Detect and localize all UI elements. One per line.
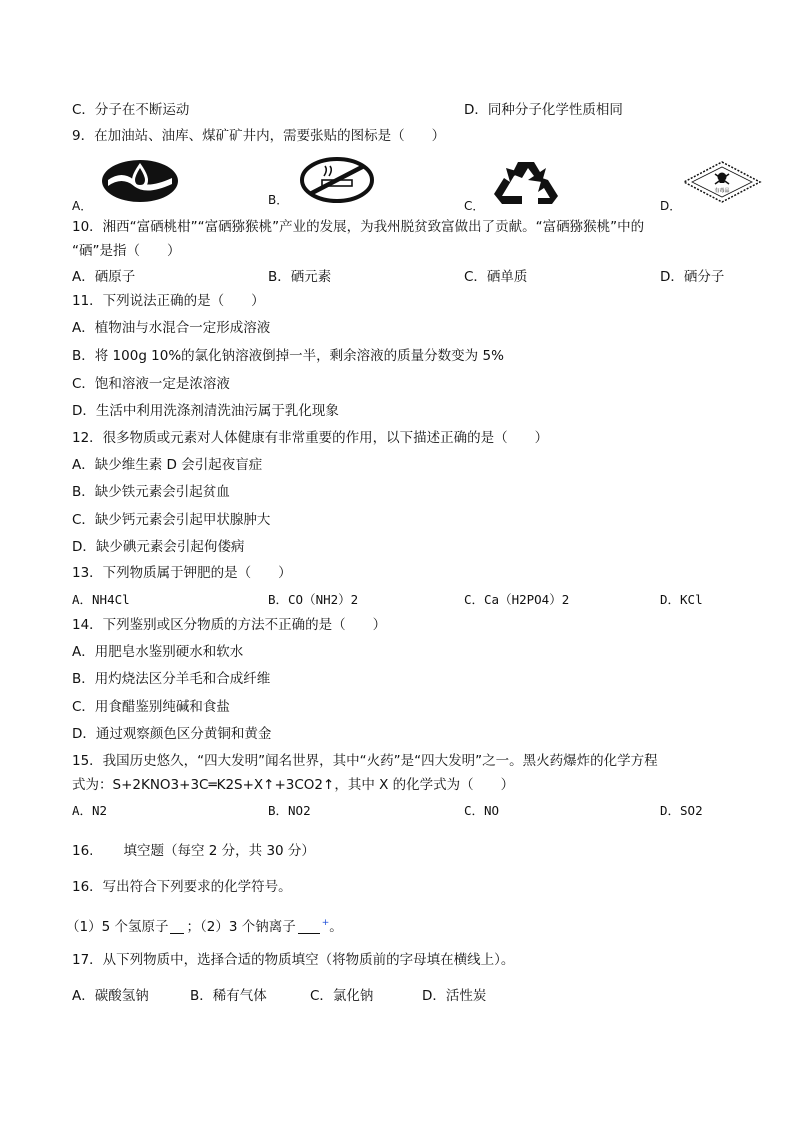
toxic-substance-icon — [682, 160, 762, 204]
q12-option-c: C．缺少钙元素会引起甲状腺肿大 — [72, 512, 271, 528]
q12-option-d: D．缺少碘元素会引起佝偻病 — [72, 539, 245, 555]
q14-option-c: C．用食醋鉴别纯碱和食盐 — [72, 699, 230, 715]
q14-option-d: D．通过观察颜色区分黄铜和黄金 — [72, 726, 272, 742]
q9-label-c: C． — [464, 199, 485, 213]
q13-option-a: A．NH4Cl — [72, 592, 130, 607]
q11-option-b: B．将 100g 10%的氯化钠溶液倒掉一半，剩余溶液的质量分数变为 5% — [72, 348, 504, 364]
q10-option-d: D．硒分子 — [660, 269, 725, 285]
q9-stem: 9．在加油站、油库、煤矿矿井内，需要张贴的图标是（ ） — [72, 128, 446, 144]
section-title: 填空题（每空 2 分，共 30 分） — [123, 843, 315, 859]
q14-option-b: B．用灼烧法区分羊毛和合成纤维 — [72, 671, 271, 687]
q9-label-b: B． — [268, 193, 289, 207]
q9-label-d: D． — [660, 199, 682, 213]
toxic-sign-text: 有毒品 — [714, 188, 730, 194]
q16-part-2: ；（2）3 个钠离子 — [186, 919, 296, 935]
q10-option-b: B．硒元素 — [268, 269, 332, 285]
q10-option-c: C．硒单质 — [464, 269, 528, 285]
q16-blank-2[interactable] — [298, 919, 320, 934]
q16-end: 。 — [329, 919, 343, 935]
q17-option-d: D．活性炭 — [422, 988, 487, 1004]
q16-blank-1[interactable] — [170, 919, 184, 934]
q13-stem: 13．下列物质属于钾肥的是（ ） — [72, 565, 292, 581]
q16-part-1: （1）5 个氢原子 — [66, 919, 169, 935]
q15-option-a: A．N2 — [72, 803, 108, 818]
q15-option-d: D．SO2 — [660, 803, 703, 818]
water-saving-icon — [100, 158, 180, 204]
q14-option-a: A．用肥皂水鉴别硬水和软水 — [72, 644, 244, 660]
q15-option-b: B．NO2 — [268, 803, 311, 818]
q11-option-a: A．植物油与水混合一定形成溶液 — [72, 320, 271, 336]
q17-stem: 17．从下列物质中，选择合适的物质填空（将物质前的字母填在横线上）。 — [72, 952, 515, 968]
recycling-icon — [488, 158, 572, 206]
q10-stem-2: “硒”是指（ ） — [72, 243, 181, 259]
q9-label-a: A． — [72, 199, 93, 213]
q11-option-d: D．生活中利用洗涤剂清洗油污属于乳化现象 — [72, 403, 339, 419]
q13-option-d: D．KCl — [660, 592, 703, 607]
q17-option-a: A．碳酸氢钠 — [72, 988, 149, 1004]
q10-stem: 10．湘西“富硒桃柑”“富硒猕猴桃”产业的发展，为我州脱贫致富做出了贡献。“富硒猕猴桃”中的 — [72, 219, 645, 235]
q11-stem: 11．下列说法正确的是（ ） — [72, 293, 265, 309]
no-smoking-icon — [298, 156, 376, 204]
q15-stem: 15．我国历史悠久，“四大发明”闻名世界，其中“火药”是“四大发明”之一。黑火药爆炸的化学方程 — [72, 753, 658, 769]
q16-superscript: + — [321, 918, 330, 928]
q12-stem: 12．很多物质或元素对人体健康有非常重要的作用，以下描述正确的是（ ） — [72, 430, 549, 446]
section-number: 16. — [72, 843, 94, 859]
q15-option-c: C．NO — [464, 803, 500, 818]
q13-option-b: B．CO（NH2）2 — [268, 592, 359, 607]
q16-stem: 16．写出符合下列要求的化学符号。 — [72, 879, 292, 895]
q13-option-c: C．Ca（H2PO4）2 — [464, 592, 570, 607]
q16-parts — [66, 913, 343, 937]
q15-stem-2: 式为：S+2KNO3+3C═K2S+X↑+3CO2↑，其中 X 的化学式为（ ） — [72, 777, 515, 793]
q12-option-b: B．缺少铁元素会引起贫血 — [72, 484, 230, 500]
q8-option-c: C．分子在不断运动 — [72, 102, 190, 118]
q12-option-a: A．缺少维生素 D 会引起夜盲症 — [72, 457, 263, 473]
q14-stem: 14．下列鉴别或区分物质的方法不正确的是（ ） — [72, 617, 387, 633]
section-heading — [72, 841, 315, 861]
q10-option-a: A．硒原子 — [72, 269, 136, 285]
q11-option-c: C．饱和溶液一定是浓溶液 — [72, 376, 230, 392]
q17-option-b: B．稀有气体 — [190, 988, 267, 1004]
q8-option-d: D．同种分子化学性质相同 — [464, 102, 623, 118]
q17-option-c: C．氯化钠 — [310, 988, 374, 1004]
